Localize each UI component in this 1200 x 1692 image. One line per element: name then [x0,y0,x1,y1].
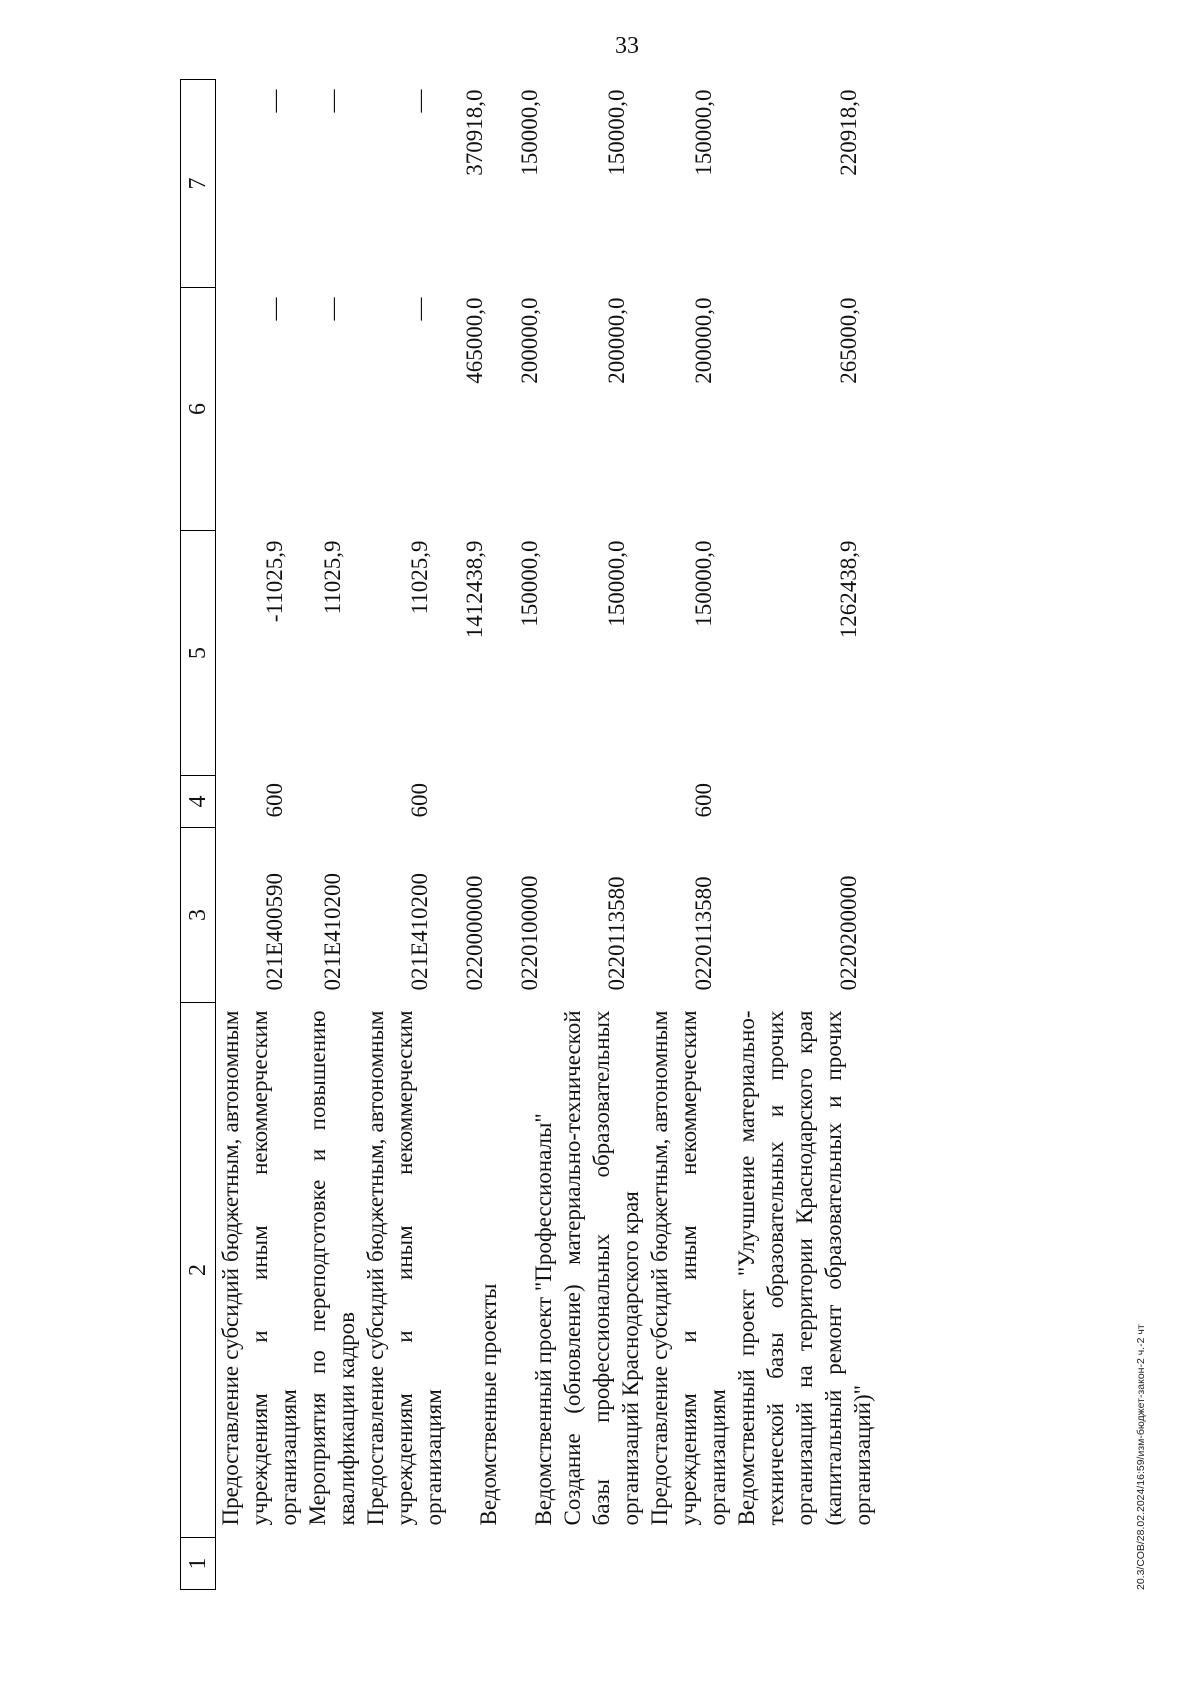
row-amount-col5: -11025,9 [262,540,287,623]
row-amount-col6: — [262,297,287,321]
row-name: Мероприятия по переподготовке и повышению квалификации кадров [305,1010,359,1526]
row-amount-col7: 150000,0 [517,89,542,176]
header-col-2: 2 [181,1003,216,1538]
row-amount-col6: 200000,0 [691,297,716,384]
row-amount-col5: 1412438,9 [462,540,487,639]
table-row [503,80,558,1590]
row-index-cell [448,1538,503,1590]
budget-table [180,79,877,1590]
row-amount-col7: — [407,89,432,113]
table-row [448,80,503,1590]
row-amount-col5: 150000,0 [691,540,716,627]
row-amount-col6: 200000,0 [604,297,629,384]
header-col-6: 6 [181,288,216,531]
row-amount-col7: 220918,0 [836,89,861,176]
row-name: Предоставление субсидий бюджетным, автономным учреждениям и иным некоммерческим организациям [363,1010,446,1526]
row-index-cell [503,1538,558,1590]
row-amount-col7: 150000,0 [691,89,716,176]
row-amount-col6: 200000,0 [517,297,542,384]
row-target-code: 0220113580 [691,876,716,991]
row-name: Ведомственные проекты [476,1283,501,1526]
row-expense-type [303,776,361,828]
table-row [558,80,645,1590]
row-amount-col7: 150000,0 [604,89,629,176]
row-amount-col5: 150000,0 [604,540,629,627]
row-index-cell [216,1538,304,1590]
row-amount-col5: 11025,9 [320,540,345,615]
row-amount-col6: 265000,0 [836,297,861,384]
page-number: 33 [615,33,639,59]
header-col-7: 7 [181,80,216,288]
row-target-code: 0220113580 [604,876,629,991]
row-target-code: 021Е400590 [262,872,287,991]
row-expense-type [732,776,877,828]
row-expense-type: 600 [407,783,432,818]
row-target-code: 021Е410200 [407,872,432,991]
row-name: Предоставление субсидий бюджетным, автономным учреждениям и иным некоммерческим организациям [647,1010,730,1526]
row-amount-col6: — [320,297,345,321]
row-amount-col7: — [262,89,287,113]
row-target-code: 0220100000 [517,875,542,991]
row-amount-col6: — [407,297,432,321]
row-name: Ведомственный проект "Профессионалы" [531,1113,556,1526]
table-row [645,80,732,1590]
table-row [303,80,361,1590]
table-row [732,80,877,1590]
table-row [361,80,448,1590]
header-col-5: 5 [181,531,216,776]
document-footer-id: 20.3/СОВ/28.02.2024/16:59/изм-бюджет-закон-2 ч.-2 чт [1135,1324,1147,1590]
row-index-cell [303,1538,361,1590]
row-amount-col5: 11025,9 [407,540,432,615]
row-amount-col6: 465000,0 [462,297,487,384]
row-target-code: 0220200000 [836,875,861,991]
header-col-1: 1 [181,1538,216,1590]
row-expense-type [503,776,558,828]
table-header [181,80,216,1590]
row-index-cell [558,1538,645,1590]
row-index-cell [645,1538,732,1590]
header-col-4: 4 [181,776,216,828]
row-index-cell [732,1538,877,1590]
row-index-cell [361,1538,448,1590]
row-amount-col5: 150000,0 [517,540,542,627]
rotated-budget-table-container [180,80,1040,1590]
row-name: Создание (обновление) материально-технической базы профессиональных образовательных организаций Краснодарского края [560,1010,643,1526]
table-body [216,80,878,1590]
table-row [216,80,304,1590]
row-expense-type: 600 [691,783,716,818]
row-target-code: 0220000000 [462,875,487,991]
row-expense-type: 600 [262,783,287,818]
header-col-3: 3 [181,828,216,1003]
row-target-code: 021Е410200 [320,872,345,991]
row-amount-col7: 370918,0 [462,89,487,176]
row-expense-type [448,776,503,828]
row-expense-type [558,776,645,828]
row-name: Предоставление субсидий бюджетным, автономным учреждениям и иным некоммерческим организациям [218,1010,301,1526]
row-name: Ведомственный проект "Улучшение материально-технической базы образовательных и прочих организаций на территории Краснодарского края (капитальный ремонт образовательных и прочих организаций)" [734,1010,875,1526]
row-amount-col7: — [320,89,345,113]
row-amount-col5: 1262438,9 [836,540,861,639]
